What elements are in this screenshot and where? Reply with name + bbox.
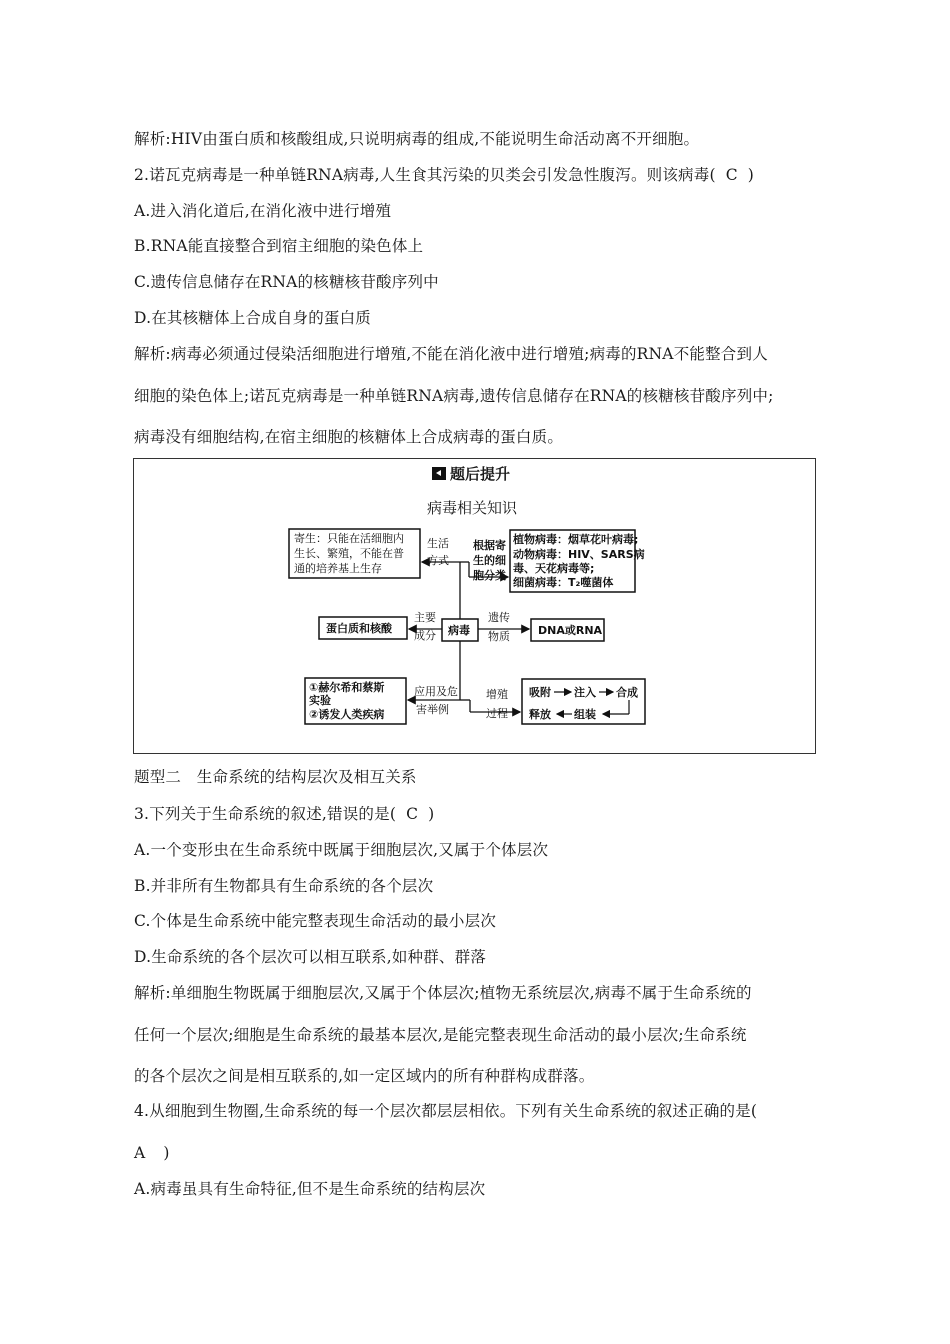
question-2-option-b: B.RNA能直接整合到宿主细胞的染色体上: [134, 237, 424, 255]
knowledge-box: [133, 458, 816, 754]
question-3-option-d: D.生命系统的各个层次可以相互联系,如种群、群落: [134, 948, 487, 966]
question-2-close: ): [747, 166, 755, 184]
host-label-2: 生的细: [472, 553, 506, 567]
question-4-answer: A: [134, 1144, 146, 1162]
example-label-1: 应用及危: [413, 684, 458, 698]
explanation-q2-line-3: 病毒没有细胞结构,在宿主细胞的核糖体上合成病毒的蛋白质。: [134, 428, 564, 446]
reproduction-label-1: 增殖: [485, 687, 508, 701]
reproduction-label-2: 过程: [485, 706, 508, 720]
host-label-1: 根据寄: [472, 538, 506, 552]
life-label-1: 生活: [426, 536, 449, 550]
question-3: [134, 804, 434, 824]
life-label-2: 方式: [426, 553, 449, 567]
center-label: 病毒: [447, 623, 470, 637]
step-inject: 注入: [573, 685, 596, 699]
explanation-q1: 解析:HIV由蛋白质和核酸组成,只说明病毒的组成,不能说明生命活动离不开细胞。: [134, 130, 700, 148]
explanation-q2-line-2: 细胞的染色体上;诺瓦克病毒是一种单链RNA病毒,遗传信息储存在RNA的核糖核苷酸序列中;: [134, 387, 774, 405]
diagram-title: 病毒相关知识: [427, 499, 518, 517]
question-3-option-b: B.并非所有生物都具有生命系统的各个层次: [134, 877, 434, 895]
composition-label-2: 成分: [413, 628, 436, 642]
question-4-answer-line: [134, 1143, 170, 1163]
host-type-line-2: 动物病毒：HIV、SARS病: [512, 547, 645, 561]
question-2-option-a: A.进入消化道后,在消化液中进行增殖: [134, 202, 392, 220]
question-2-option-c: C.遗传信息储存在RNA的核糖核苷酸序列中: [134, 273, 439, 291]
example-line-2: 实验: [308, 693, 331, 707]
host-type-line-1: 植物病毒：烟草花叶病毒;: [512, 532, 638, 546]
explanation-q3-line-3: 的各个层次之间是相互联系的,如一定区域内的所有种群构成群落。: [134, 1067, 595, 1085]
question-3-answer: C: [406, 805, 419, 823]
question-2: [134, 165, 754, 185]
question-4: 4.从细胞到生物圈,生命系统的每一个层次都层层相依。下列有关生命系统的叙述正确的是(: [134, 1102, 758, 1120]
question-2-answer: C: [725, 166, 738, 184]
question-4-close: ): [163, 1144, 170, 1162]
explanation-q3-line-2: 任何一个层次;细胞是生命系统的最基本层次,是能完整表现生命活动的最小层次;生命系统: [134, 1026, 747, 1044]
genetic-text: DNA或RNA: [537, 623, 602, 637]
host-type-line-4: 细菌病毒：T₂噬菌体: [512, 575, 613, 589]
box-header-label: 题后提升: [450, 465, 511, 483]
question-3-option-c: C.个体是生命系统中能完整表现生命活动的最小层次: [134, 912, 497, 930]
composition-label-1: 主要: [413, 610, 436, 624]
question-2-option-d: D.在其核糖体上合成自身的蛋白质: [134, 309, 372, 327]
host-label-3: 胞分类: [472, 568, 506, 582]
question-4-option-a: A.病毒虽具有生命特征,但不是生命系统的结构层次: [134, 1180, 486, 1198]
step-assemble: 组装: [573, 707, 596, 721]
parasite-line-3: 通的培养基上生存: [293, 561, 382, 575]
genetic-label-2: 物质: [487, 629, 510, 643]
example-label-2: 害举例: [415, 702, 449, 716]
question-3-stem: 3.下列关于生命系统的叙述,错误的是(: [134, 805, 397, 823]
step-synthesize: 合成: [615, 685, 638, 699]
step-adsorb: 吸附: [528, 685, 551, 699]
section-heading-type-2: 题型二 生命系统的结构层次及相互关系: [134, 768, 417, 786]
example-line-3: ②诱发人类疾病: [308, 707, 384, 721]
question-3-close: ): [428, 805, 435, 823]
host-type-line-3: 毒、天花病毒等;: [512, 561, 594, 575]
explanation-q2-line-1: 解析:病毒必须通过侵染活细胞进行增殖,不能在消化液中进行增殖;病毒的RNA不能整合到人: [134, 345, 768, 363]
virus-knowledge-diagram: [133, 458, 816, 754]
parasite-line-1: 寄生：只能在活细胞内: [293, 531, 404, 545]
genetic-label-1: 遗传: [487, 610, 510, 624]
question-2-stem: 2.诺瓦克病毒是一种单链RNA病毒,人生食其污染的贝类会引发急性腹泻。则该病毒(: [134, 166, 716, 184]
composition-text: 蛋白质和核酸: [325, 621, 392, 635]
example-line-1: ①赫尔希和蔡斯: [308, 680, 384, 694]
parasite-line-2: 生长、繁殖，不能在普: [293, 546, 404, 560]
question-3-option-a: A.一个变形虫在生命系统中既属于细胞层次,又属于个体层次: [134, 841, 549, 859]
step-release: 释放: [528, 707, 551, 721]
explanation-q3-line-1: 解析:单细胞生物既属于细胞层次,又属于个体层次;植物无系统层次,病毒不属于生命系统的: [134, 984, 752, 1002]
